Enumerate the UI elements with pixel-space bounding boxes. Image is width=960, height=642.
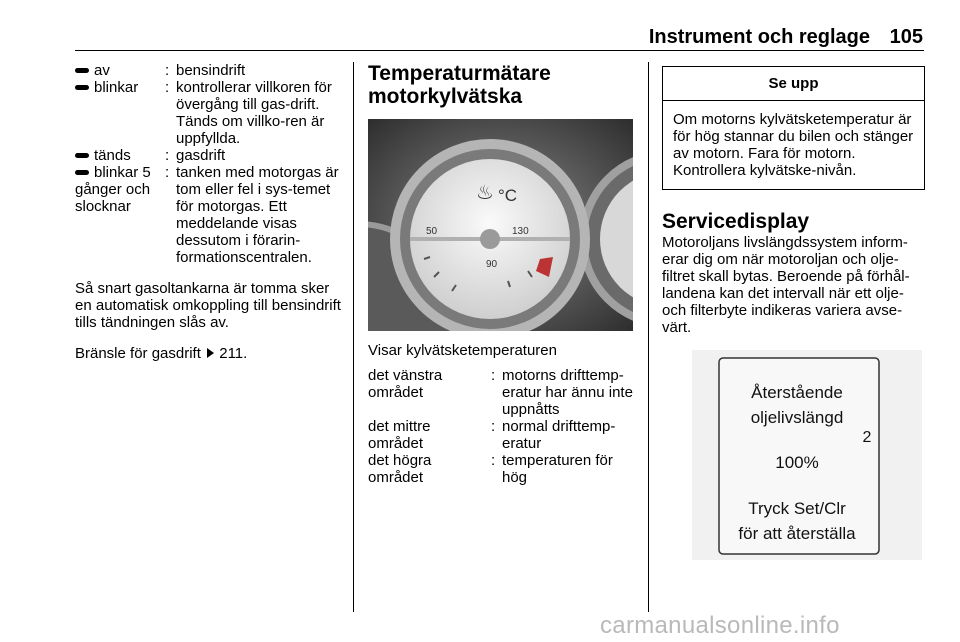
- section-heading: Servicedisplay: [662, 210, 810, 233]
- list-term: av: [94, 62, 110, 79]
- display-line-1: Återstående: [751, 383, 843, 402]
- list-definition: tanken med motorgas är tom eller fel i sys-temet för motorgas. Ett meddelande visas dessutom i förarin-formationscentralen.: [176, 164, 339, 266]
- body-paragraph: Så snart gasoltankarna är tomma sker en automatisk omkoppling till bensindrift tills tändningen slås av.: [75, 280, 341, 331]
- coolant-temperature-icon: ♨: [476, 180, 494, 204]
- gauge-label-mid: 90: [486, 259, 498, 270]
- header-rule: [75, 50, 924, 51]
- column-divider-2: [648, 62, 649, 612]
- caution-box: [662, 66, 925, 190]
- list-item: det högra området : temperaturen för hög: [368, 452, 633, 486]
- caution-title: Se upp: [663, 67, 924, 101]
- list-item: det vänstra området : motorns drifttemp-eratur har ännu inte uppnåtts: [368, 367, 633, 418]
- indicator-bullet-icon: [75, 68, 89, 73]
- display-page-indicator: 2: [862, 429, 872, 446]
- list-term: tänds: [94, 147, 131, 164]
- indicator-bullet-icon: [75, 85, 89, 90]
- list-term: det högra området: [368, 452, 432, 486]
- column-divider-1: [353, 62, 354, 612]
- display-line-2: oljelivslängd: [750, 408, 844, 427]
- gauge-label-high: 130: [512, 226, 529, 237]
- list-definition: gasdrift: [176, 147, 226, 164]
- gauge-label-low: 50: [426, 226, 438, 237]
- section-heading: Temperaturmätare motorkylvätska: [368, 62, 551, 108]
- image-caption: Visar kylvätsketemperaturen: [368, 342, 557, 359]
- list-item: det mittre området : normal drifttemp-eratur: [368, 418, 633, 452]
- watermark: carmanualsonline.info: [600, 612, 840, 639]
- list-term: blinkar 5 gånger och slocknar: [75, 164, 151, 215]
- reference-page[interactable]: 211.: [219, 345, 248, 362]
- column-3: [662, 62, 925, 560]
- gauge-unit: °C: [498, 186, 518, 205]
- cross-reference: [75, 345, 345, 362]
- display-percent: 100%: [775, 453, 819, 472]
- list-definition: temperaturen för hög: [502, 452, 613, 486]
- list-term: det mittre området: [368, 418, 431, 452]
- list-definition: kontrollerar villkoren för övergång till gas-drift. Tänds om villko-ren är uppfyllda.: [176, 79, 332, 147]
- list-item: blinkar 5 gånger och slocknar : tanken med motorgas är tom eller fel i sys-temet för motorgas. Ett meddelande visas dessutom i förarin-formationscentralen.: [75, 164, 345, 266]
- column-2: [368, 62, 633, 486]
- indicator-bullet-icon: [75, 170, 89, 175]
- list-definition: bensindrift: [176, 62, 246, 79]
- body-paragraph: Motoroljans livslängdssystem inform-erar dig om när motoroljan och olje-filtret skall bytas. Beroende på förhål-landena kan det intervall när ett olje- och filterbyte indikeras variera avse-värt.: [662, 234, 910, 336]
- coolant-gauge-photo: [368, 119, 633, 331]
- list-item: blinkar : kontrollerar villkoren för övergång till gas-drift. Tänds om villko-ren är uppfyllda.: [75, 79, 345, 147]
- list-item: av : bensindrift: [75, 62, 345, 79]
- indicator-bullet-icon: [75, 153, 89, 158]
- page-number: 105: [889, 26, 923, 48]
- definition-list: [368, 367, 633, 486]
- reference-text: Bränsle för gasdrift: [75, 345, 201, 362]
- display-line-3: Tryck Set/Clr: [748, 499, 846, 518]
- display-line-4: för att återställa: [738, 524, 856, 543]
- list-term: blinkar: [94, 79, 139, 96]
- list-term: det vänstra området: [368, 367, 443, 401]
- list-definition: normal drifttemp-eratur: [502, 418, 616, 452]
- caution-body: Om motorns kylvätsketemperatur är för hög stannar du bilen och stänger av motorn. Fara för motorn. Kontrollera kylvätske-nivån.: [673, 111, 914, 179]
- service-display-image: [692, 350, 922, 560]
- column-1: [75, 62, 345, 362]
- page-header-title: Instrument och reglage: [648, 26, 870, 48]
- page-reference-icon: [207, 348, 214, 358]
- list-definition: motorns drifttemp-eratur har ännu inte uppnåtts: [502, 367, 633, 418]
- list-item: tänds : gasdrift: [75, 147, 345, 164]
